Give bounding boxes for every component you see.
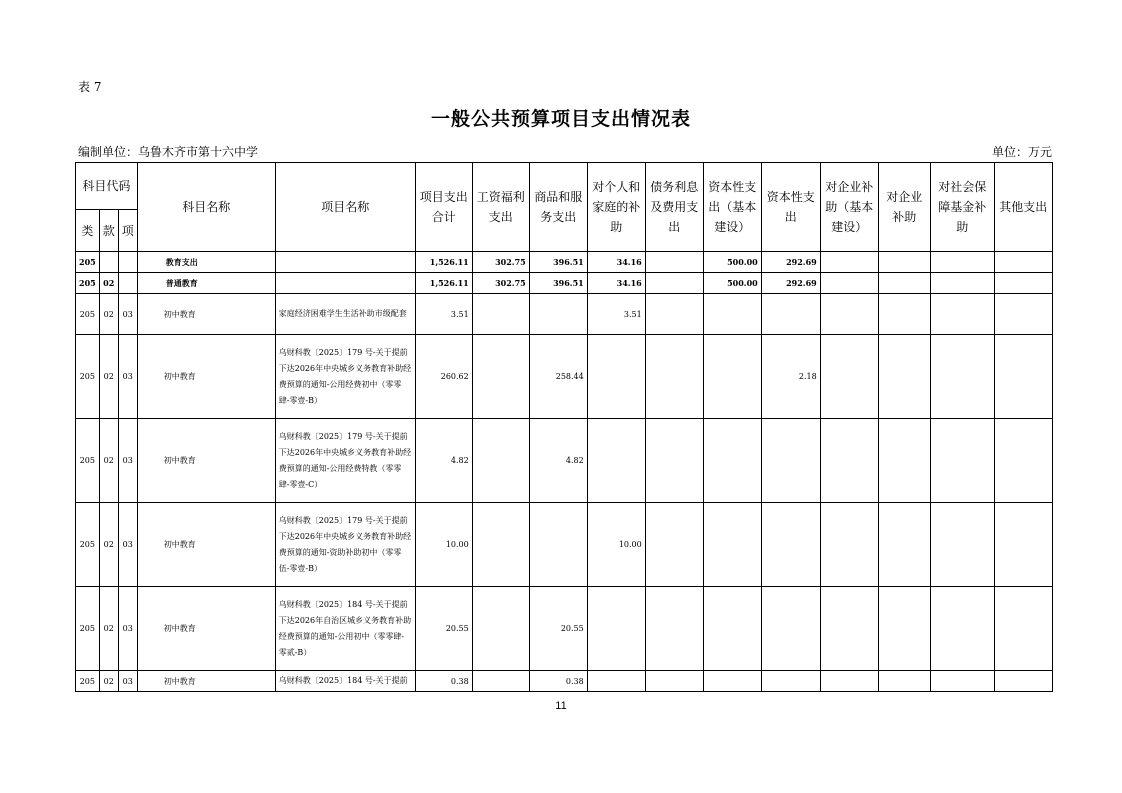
cell-kuan: 02 [99,671,118,692]
cell-project: 乌财科教〔2025〕179 号-关于提前下达2026年中央城乡义务教育补助经费预算的通知-资助补助初中（零零伍-零壹-B） [275,503,415,587]
cell-salary [472,419,529,503]
cell-personal [587,671,645,692]
cell-project: 家庭经济困难学生生活补助市级配套 [275,294,415,335]
table-row [76,273,1053,294]
cell-capital [761,671,820,692]
cell-subject: 初中教育 [137,419,275,503]
cell-debt [645,503,703,587]
cell-total: 260.62 [415,335,472,419]
cell-lei: 205 [76,294,100,335]
header-project-name: 项目名称 [275,163,415,252]
cell-goods: 396.51 [529,252,587,273]
cell-xiang: 03 [118,587,137,671]
cell-xiang: 03 [118,419,137,503]
cell-enterprise [878,252,930,273]
cell-salary [472,671,529,692]
cell-debt [645,335,703,419]
cell-total: 10.00 [415,503,472,587]
cell-salary: 302.75 [472,252,529,273]
cell-xiang [118,273,137,294]
cell-capital-basic [703,294,761,335]
cell-kuan [99,252,118,273]
cell-other [994,587,1052,671]
cell-subject: 初中教育 [137,294,275,335]
cell-total: 1,526.11 [415,273,472,294]
header-enterprise: 对企业补助 [878,163,930,252]
cell-salary [472,587,529,671]
cell-subject: 初中教育 [137,587,275,671]
header-salary: 工资福利支出 [472,163,529,252]
header-row [76,163,1053,210]
cell-personal: 34.16 [587,252,645,273]
page-number: 11 [555,700,567,712]
cell-total: 0.38 [415,671,472,692]
table-row [76,587,1053,671]
cell-other [994,273,1052,294]
cell-capital [761,419,820,503]
cell-other [994,671,1052,692]
header-other: 其他支出 [994,163,1052,252]
header-capital: 资本性支出 [761,163,820,252]
cell-enterprise [878,587,930,671]
cell-capital: 2.18 [761,335,820,419]
cell-capital: 292.69 [761,252,820,273]
header-enterprise-basic: 对企业补助（基本建设） [820,163,878,252]
cell-enterprise-basic [820,294,878,335]
cell-subject: 初中教育 [137,503,275,587]
cell-subject: 教育支出 [137,252,275,273]
cell-kuan: 02 [99,419,118,503]
cell-lei: 205 [76,273,100,294]
cell-other [994,294,1052,335]
cell-total: 4.82 [415,419,472,503]
cell-social [930,273,994,294]
cell-lei: 205 [76,671,100,692]
cell-enterprise [878,419,930,503]
cell-goods: 4.82 [529,419,587,503]
cell-goods: 20.55 [529,587,587,671]
cell-enterprise [878,671,930,692]
cell-project [275,252,415,273]
cell-project: 乌财科教〔2025〕184 号-关于提前下达2026年自治区城乡义务教育补助经费预算的通知-公用初中（零零肆-零贰-B） [275,587,415,671]
cell-subject: 初中教育 [137,335,275,419]
cell-salary [472,294,529,335]
cell-salary: 302.75 [472,273,529,294]
cell-debt [645,671,703,692]
cell-lei: 205 [76,419,100,503]
cell-capital [761,503,820,587]
cell-xiang: 03 [118,294,137,335]
cell-social [930,503,994,587]
cell-other [994,252,1052,273]
cell-enterprise-basic [820,671,878,692]
cell-kuan: 02 [99,503,118,587]
cell-project [275,273,415,294]
cell-capital-basic [703,587,761,671]
cell-debt [645,419,703,503]
header-personal: 对个人和家庭的补助 [587,163,645,252]
cell-personal [587,587,645,671]
cell-capital-basic [703,671,761,692]
header-debt: 债务利息及费用支出 [645,163,703,252]
cell-capital [761,587,820,671]
cell-enterprise [878,503,930,587]
cell-personal: 3.51 [587,294,645,335]
cell-lei: 205 [76,503,100,587]
cell-goods [529,294,587,335]
cell-total: 3.51 [415,294,472,335]
cell-lei: 205 [76,252,100,273]
cell-personal: 10.00 [587,503,645,587]
cell-personal: 34.16 [587,273,645,294]
cell-capital-basic [703,335,761,419]
cell-kuan: 02 [99,273,118,294]
cell-goods: 0.38 [529,671,587,692]
cell-goods: 258.44 [529,335,587,419]
cell-enterprise-basic [820,587,878,671]
cell-social [930,671,994,692]
table-row [76,671,1053,692]
cell-enterprise [878,294,930,335]
cell-enterprise-basic [820,335,878,419]
cell-capital [761,294,820,335]
cell-enterprise [878,273,930,294]
cell-goods [529,503,587,587]
cell-xiang: 03 [118,335,137,419]
cell-goods: 396.51 [529,273,587,294]
cell-social [930,294,994,335]
cell-social [930,335,994,419]
table-row [76,335,1053,419]
cell-other [994,419,1052,503]
cell-enterprise-basic [820,503,878,587]
header-capital-basic: 资本性支出（基本建设） [703,163,761,252]
cell-project: 乌财科教〔2025〕179 号-关于提前下达2026年中央城乡义务教育补助经费预算的通知-公用经费初中（零零肆-零壹-B） [275,335,415,419]
cell-kuan: 02 [99,335,118,419]
cell-other [994,335,1052,419]
cell-enterprise [878,335,930,419]
cell-salary [472,335,529,419]
cell-capital-basic: 500.00 [703,273,761,294]
cell-kuan: 02 [99,587,118,671]
header-lei: 类 [76,210,100,252]
table-label: 表 7 [78,80,102,94]
table-row [76,252,1053,273]
cell-total: 20.55 [415,587,472,671]
table-row [76,294,1053,335]
cell-xiang: 03 [118,503,137,587]
table-row [76,503,1053,587]
page-title: 一般公共预算项目支出情况表 [430,108,691,130]
header-goods: 商品和服务支出 [529,163,587,252]
cell-capital-basic [703,503,761,587]
cell-capital-basic [703,419,761,503]
cell-lei: 205 [76,335,100,419]
cell-project: 乌财科教〔2025〕184 号-关于提前 [275,671,415,692]
cell-debt [645,252,703,273]
header-subject-name: 科目名称 [137,163,275,252]
header-social: 对社会保障基金补助 [930,163,994,252]
header-kuan: 款 [99,210,118,252]
cell-total: 1,526.11 [415,252,472,273]
cell-other [994,503,1052,587]
cell-kuan: 02 [99,294,118,335]
cell-personal [587,335,645,419]
cell-xiang: 03 [118,671,137,692]
cell-project: 乌财科教〔2025〕179 号-关于提前下达2026年中央城乡义务教育补助经费预算的通知-公用经费特教（零零肆-零壹-C） [275,419,415,503]
cell-xiang [118,252,137,273]
cell-social [930,252,994,273]
organization-unit: 编制单位：乌鲁木齐市第十六中学 [78,145,259,159]
cell-enterprise-basic [820,419,878,503]
header-xiang: 项 [118,210,137,252]
cell-capital-basic: 500.00 [703,252,761,273]
cell-capital: 292.69 [761,273,820,294]
cell-debt [645,587,703,671]
cell-debt [645,273,703,294]
header-code-group: 科目代码 [76,163,138,210]
header-total: 项目支出合计 [415,163,472,252]
cell-salary [472,503,529,587]
cell-enterprise-basic [820,252,878,273]
cell-subject: 普通教育 [137,273,275,294]
expenditure-table [75,162,1053,692]
cell-lei: 205 [76,587,100,671]
cell-social [930,587,994,671]
table-row [76,419,1053,503]
cell-personal [587,419,645,503]
cell-subject: 初中教育 [137,671,275,692]
cell-debt [645,294,703,335]
currency-unit: 单位：万元 [991,145,1052,159]
cell-social [930,419,994,503]
cell-enterprise-basic [820,273,878,294]
